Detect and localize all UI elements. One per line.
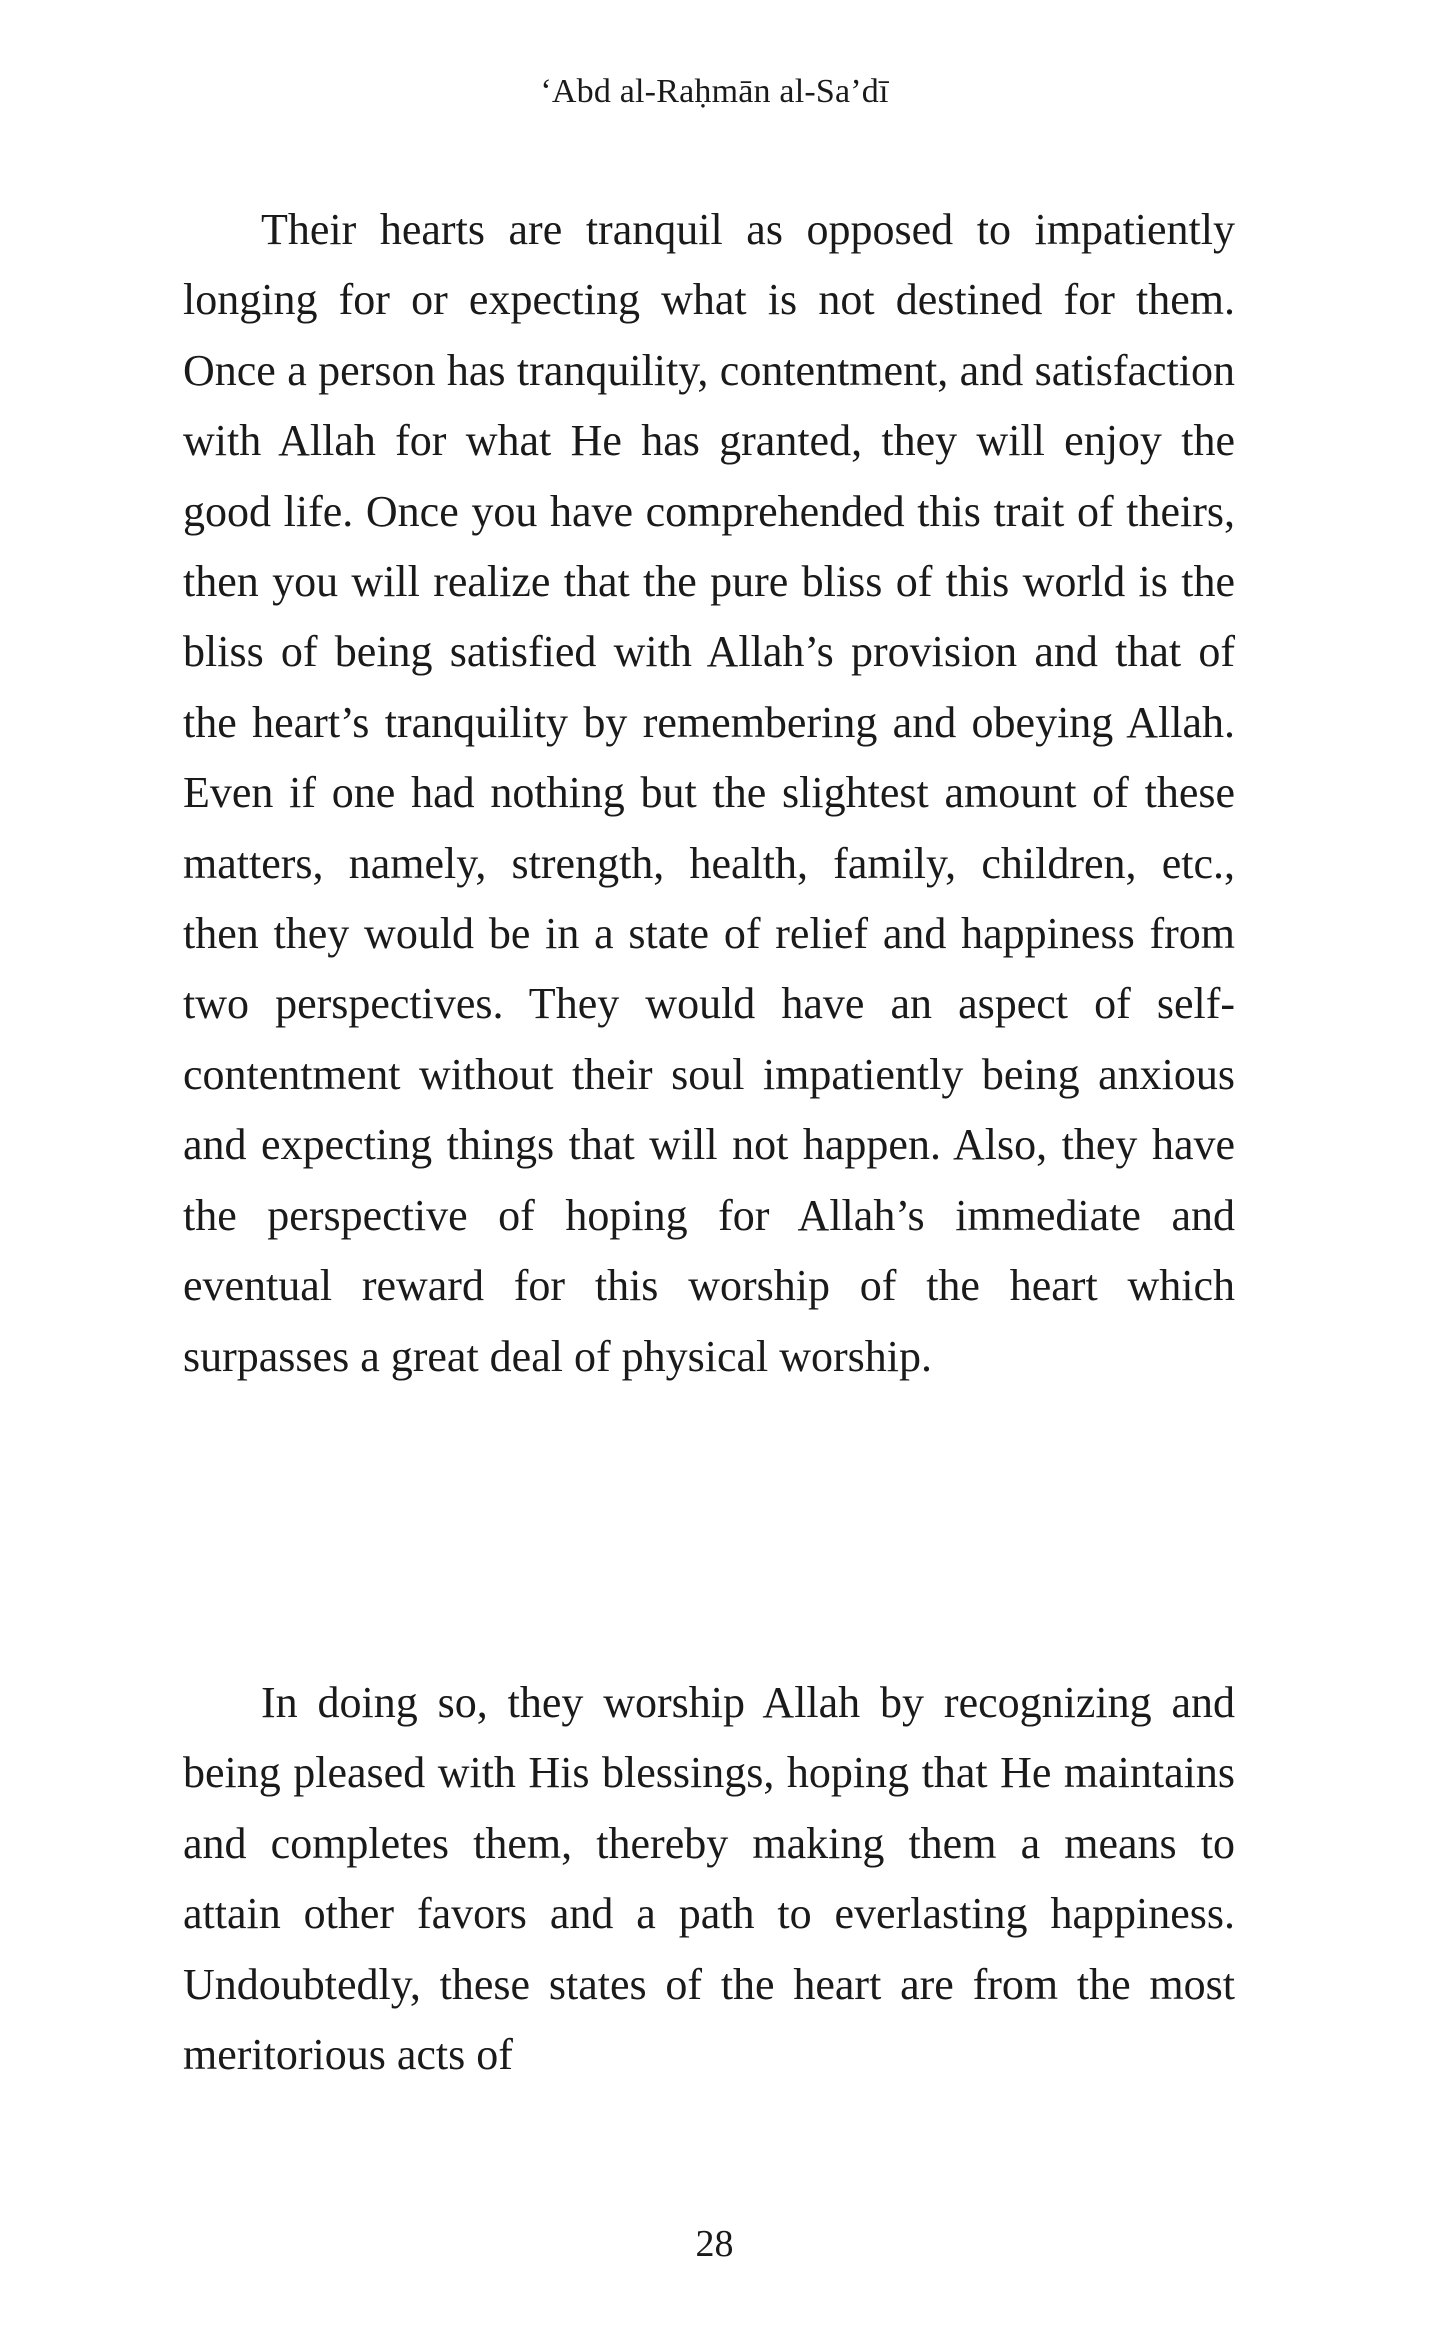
running-header: ‘Abd al-Raḥmān al-Sa’dī [540,73,889,110]
paragraph-2: In doing so, they worship Allah by recognizing and being pleased with His blessings, hoping that He maintains and completes them, thereby making them a means to attain other favors and a path to everlasting happiness. Undoubtedly, these states of the heart are from the most meritorious acts of [183,1678,1235,2080]
page-number: 28 [695,2223,734,2265]
paragraph-1: Their hearts are tranquil as opposed to impatiently longing for or expecting what is not destined for them. Once a person has tranquility, contentment, and satisfaction with Allah for what He has granted, they will enjoy the good life. Once you have comprehended this trait of theirs, then you will realize that the pure bliss of this world is the bliss of being satisfied with Allah’s provision and that of the heart’s tranquility by remembering and obeying Allah. Even if one had nothing but the slightest amount of these matters, namely, strength, health, family, children, etc., then they would be in a state of relief and happiness from two perspectives. They would have an aspect of self-contentment without their soul impatiently being anxious and expecting things that will not happen. Also, they have the perspective of hoping for Allah’s immediate and eventual reward for this worship of the heart which surpasses a great deal of physical worship. [183,205,1235,1381]
